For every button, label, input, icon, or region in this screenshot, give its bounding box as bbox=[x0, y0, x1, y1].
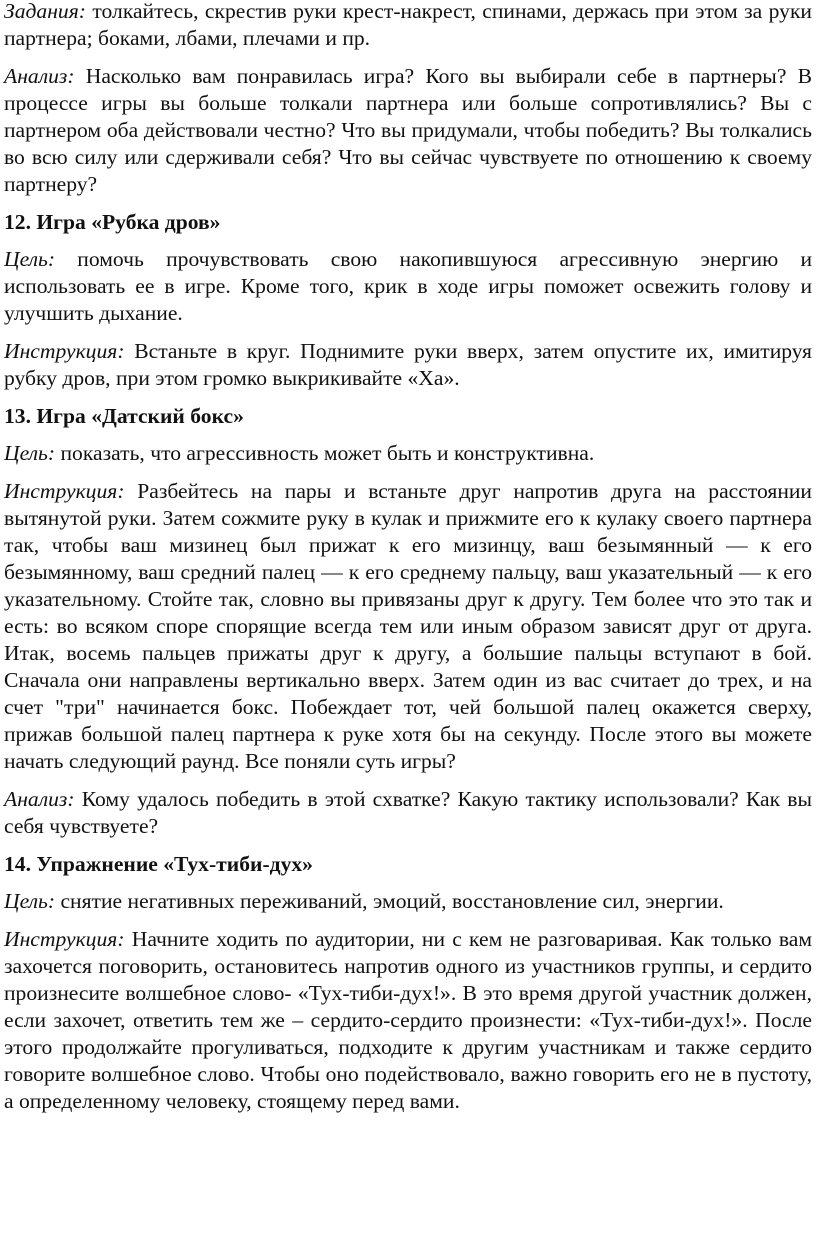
paragraph-text: Кому удалось победить в этой схватке? Какую тактику использовали? Как вы себя чувствуете? bbox=[4, 787, 812, 838]
section-heading-13: 13. Игра «Датский бокс» bbox=[4, 404, 244, 428]
paragraph-text: Насколько вам понравилась игра? Кого вы выбирали себе в партнеры? В процессе игры вы больше толкали партнера или больше сопротивлялись? Вы с партнером оба действовали честно? Что вы придумали, чтобы победить? Вы толкались во всю силу или сдерживали себя? Что вы сейчас чувствуете по отношению к своему партнеру? bbox=[4, 64, 812, 196]
paragraph-goal bbox=[4, 246, 812, 327]
paragraph-label: Цель: bbox=[4, 247, 56, 271]
paragraph-text: помочь прочувствовать свою накопившуюся агрессивную энергию и использовать ее в игре. Кроме того, крик в ходе игры поможет освежить голову и улучшить дыхание. bbox=[4, 247, 812, 325]
paragraph-label: Анализ: bbox=[4, 64, 75, 88]
paragraph-analysis bbox=[4, 786, 812, 840]
paragraph-text: Разбейтесь на пары и встаньте друг напротив друга на расстоянии вытянутой руки. Затем сожмите руку в кулак и прижмите его к кулаку своего партнера так, чтобы ваш мизинец был прижат к его мизинцу, ваш безымянный — к его безымянному, ваш средний палец — к его среднему пальцу, ваш указательный — к его указательному. Стойте так, словно вы привязаны друг к другу. Тем более что это так и есть: во всяком споре спорящие всегда тем или иным образом зависят друг от друга. Итак, восемь пальцев прижаты друг к другу, а большие пальцы вступают в бой. Сначала они направлены вертикально вверх. Затем один из вас считает до трех, и на счет "три" начинается бокс. Побеждает тот, чей большой палец окажется сверху, прижав большой палец партнера к руке хотя бы на секунду. После этого вы можете начать следующий раунд. Все поняли суть игры? bbox=[4, 479, 812, 773]
paragraph-text: Встаньте в круг. Поднимите руки вверх, затем опустите их, имитируя рубку дров, при этом громко выкрикивайте «Ха». bbox=[4, 339, 812, 390]
paragraph-text: Начните ходить по аудитории, ни с кем не разговаривая. Как только вам захочется поговорить, остановитесь напротив одного из участников группы, и сердито произнесите волшебное слово- «Тух-тиби-дух!». В это время другой участник должен, если захочет, ответить тем же – сердито-сердито произнести: «Тух-тиби-дух!». После этого продолжайте прогуливаться, подходите к другим участникам и также сердито говорите волшебное слово. Чтобы оно подействовало, важно говорить его не в пустоту, а определенному человеку, стоящему перед вами. bbox=[4, 927, 812, 1113]
paragraph-goal bbox=[4, 440, 812, 467]
paragraph-label: Цель: bbox=[4, 889, 56, 913]
paragraph-tasks bbox=[4, 0, 812, 52]
paragraph-text: снятие негативных переживаний, эмоций, восстановление сил, энергии. bbox=[55, 889, 724, 913]
paragraph-instruction bbox=[4, 338, 812, 392]
paragraph-text: показать, что агрессивность может быть и конструктивна. bbox=[55, 441, 595, 465]
paragraph-text: толкайтесь, скрестив руки крест-накрест, спинами, держась при этом за руки партнера; боками, лбами, плечами и пр. bbox=[4, 0, 812, 50]
paragraph-instruction bbox=[4, 926, 812, 1115]
paragraph-analysis bbox=[4, 63, 812, 198]
paragraph-label: Цель: bbox=[4, 441, 56, 465]
paragraph-label: Инструкция: bbox=[4, 927, 125, 951]
paragraph-label: Задания: bbox=[4, 0, 86, 23]
section-heading-12: 12. Игра «Рубка дров» bbox=[4, 210, 221, 234]
paragraph-label: Инструкция: bbox=[4, 479, 125, 503]
paragraph-label: Инструкция: bbox=[4, 339, 125, 363]
section-heading-14: 14. Упражнение «Тух-тиби-дух» bbox=[4, 852, 313, 876]
paragraph-instruction bbox=[4, 478, 812, 775]
paragraph-goal bbox=[4, 888, 812, 915]
paragraph-label: Анализ: bbox=[4, 787, 75, 811]
